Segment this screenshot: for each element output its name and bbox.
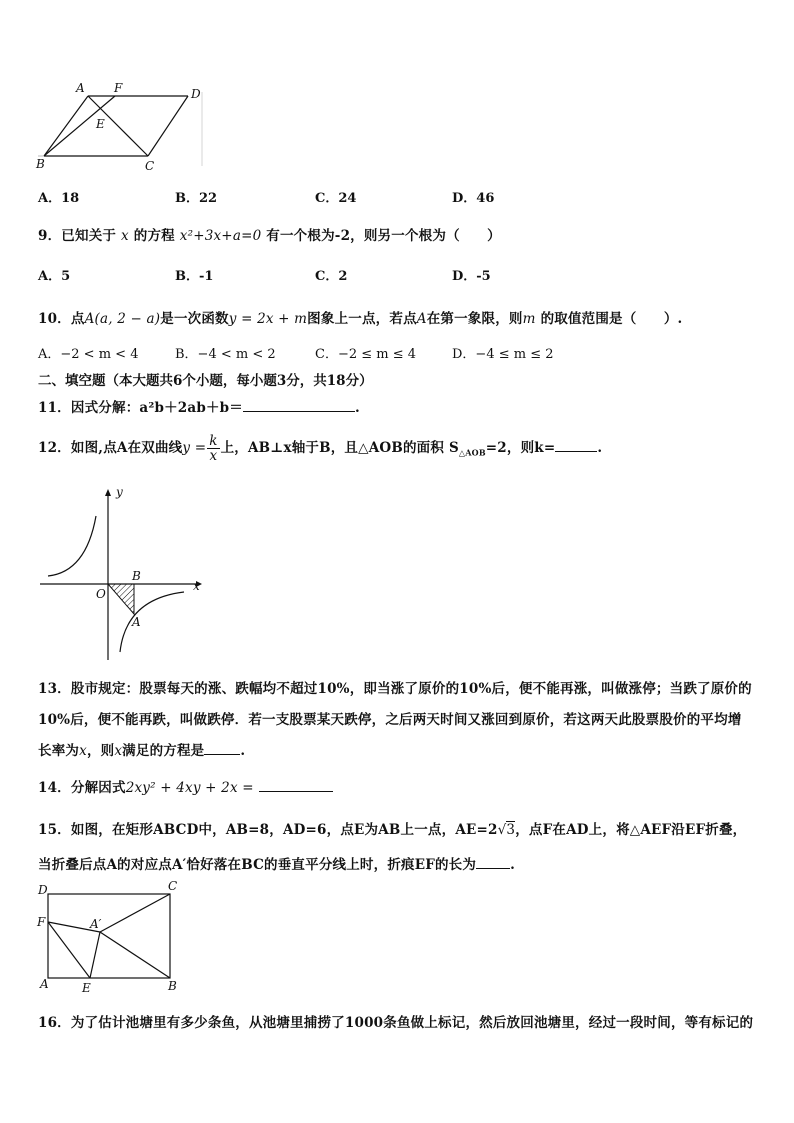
q10-point: A(a, 2 − a) bbox=[84, 311, 161, 327]
q10-option-d: D．−4 ≤ m ≤ 2 bbox=[452, 347, 554, 362]
fig15-label-d: D bbox=[38, 883, 48, 897]
q8-option-a: A．18 bbox=[38, 191, 80, 206]
question-12 bbox=[38, 434, 602, 463]
fig15-label-a: A bbox=[40, 977, 49, 991]
question-9 bbox=[38, 224, 501, 244]
q10-text-e: 的取值范围是（ ）. bbox=[540, 311, 683, 327]
q13-end: . bbox=[240, 743, 246, 759]
question-10 bbox=[38, 307, 682, 327]
q12-frac-x: x bbox=[209, 448, 218, 464]
q15-sqrt: √3 bbox=[497, 822, 516, 838]
q11-answer-blank[interactable] bbox=[243, 399, 355, 412]
question-16-line-1: 16．为了估计池塘里有多少条鱼，从池塘里捕捞了1000条鱼做上标记，然后放回池塘里，经过一段时间，等有标记的 bbox=[38, 1015, 754, 1031]
parallelogram-figure bbox=[30, 76, 215, 178]
fig8-label-B: B bbox=[36, 157, 45, 171]
question-11 bbox=[38, 396, 360, 416]
q9-number: 9． bbox=[38, 228, 62, 244]
q9-var-x: x bbox=[121, 228, 129, 244]
q10-var-m: m bbox=[522, 311, 536, 327]
q9-option-c: C．2 bbox=[315, 269, 348, 284]
q10-number: 10． bbox=[38, 311, 71, 327]
q10-var-a: A bbox=[416, 311, 427, 327]
q12-number: 12． bbox=[38, 440, 71, 456]
q15-end: . bbox=[510, 857, 515, 873]
q11-text: 因式分解：a²b＋2ab＋b＝ bbox=[70, 400, 244, 416]
question-14 bbox=[38, 776, 333, 796]
q14-expression: 2xy² + 4xy + 2x = bbox=[125, 780, 254, 796]
q11-number: 11． bbox=[38, 400, 71, 416]
fig12-label-a: A bbox=[132, 615, 141, 629]
q13-var-x-2: x bbox=[114, 743, 123, 759]
q12-text-c: =2，则k= bbox=[485, 440, 556, 456]
q12-text-a: 如图,点A在双曲线 bbox=[70, 440, 183, 456]
q10-text-c: 图象上一点，若点 bbox=[307, 311, 417, 327]
q10-option-a: A．−2 < m < 4 bbox=[38, 347, 139, 362]
q15-text-a: 15．如图，在矩形ABCD中，AB=8，AD=6，点E为AB上一点，AE=2 bbox=[38, 822, 498, 838]
q9-text-b: 的方程 bbox=[133, 228, 175, 244]
q13-text-b: ，则 bbox=[86, 743, 115, 759]
q12-y-eq: y = bbox=[182, 440, 207, 456]
q12-fraction bbox=[207, 434, 219, 463]
question-13-line-3 bbox=[38, 739, 245, 759]
question-15-line-1 bbox=[38, 818, 746, 838]
q10-text-b: 是一次函数 bbox=[160, 311, 229, 327]
fig8-label-F: F bbox=[114, 81, 123, 95]
q12-end: . bbox=[597, 440, 603, 456]
q14-answer-blank[interactable] bbox=[259, 779, 333, 792]
q10-option-c: C．−2 ≤ m ≤ 4 bbox=[315, 347, 417, 362]
q9-option-d: D．-5 bbox=[452, 269, 491, 284]
fig8-label-A: A bbox=[76, 81, 85, 95]
q8-option-b: B．22 bbox=[175, 191, 218, 206]
fig15-label-e: E bbox=[82, 981, 91, 995]
q13-var-x: x bbox=[79, 743, 87, 759]
q14-text: 分解因式 bbox=[70, 780, 126, 796]
fig8-label-D: D bbox=[191, 87, 201, 101]
q9-text-c: 有一个根为-2，则另一个根为（ ） bbox=[266, 228, 501, 244]
q15-sqrt-value: 3 bbox=[506, 822, 516, 838]
rectangle-fold-figure bbox=[34, 880, 184, 996]
q12-subscript: △AOB bbox=[458, 447, 486, 458]
fig8-label-C: C bbox=[145, 159, 155, 173]
q12-frac-k: k bbox=[209, 433, 218, 449]
fig12-label-y: y bbox=[116, 485, 123, 499]
q12-text-b: 上，AB⊥x轴于B，且△AOB的面积 S bbox=[220, 440, 459, 456]
q15-text-c: 当折叠后点A的对应点A′恰好落在BC的垂直平分线上时，折痕EF的长为 bbox=[38, 857, 477, 873]
question-13-line-1: 13．股市规定：股票每天的涨、跌幅均不超过10%，即当涨了原价的10%后，便不能再涨，叫做涨停；当跌了原价的 bbox=[38, 681, 752, 697]
q11-end: . bbox=[355, 400, 360, 416]
q8-option-d: D．46 bbox=[452, 191, 495, 206]
fig15-label-b: B bbox=[168, 979, 177, 993]
q14-number: 14． bbox=[38, 780, 71, 796]
fig12-label-o: O bbox=[96, 587, 106, 601]
q9-text-a: 已知关于 bbox=[61, 228, 117, 244]
fig8-label-E: E bbox=[96, 117, 105, 131]
question-15-line-2 bbox=[38, 853, 515, 873]
q9-equation: x²+3x+a=0 bbox=[179, 228, 262, 244]
fig15-label-a-prime: A′ bbox=[90, 917, 102, 931]
question-13-line-2: 10%后，便不能再跌，叫做跌停．若一支股票某天跌停，之后两天时间又涨回到原价，若这两天此股票股价的平均增 bbox=[38, 712, 742, 728]
fig15-label-c: C bbox=[168, 880, 178, 893]
hyperbola-figure bbox=[34, 484, 209, 664]
q13-text-c: 满足的方程是 bbox=[122, 743, 205, 759]
fig15-label-f: F bbox=[37, 915, 46, 929]
q10-text-a: 点 bbox=[70, 311, 85, 327]
q10-function: y = 2x + m bbox=[228, 311, 308, 327]
q9-option-a: A．5 bbox=[38, 269, 71, 284]
q10-option-b: B．−4 < m < 2 bbox=[175, 347, 276, 362]
q15-answer-blank[interactable] bbox=[476, 856, 510, 869]
section-2-heading: 二、填空题（本大题共6个小题，每小题3分，共18分） bbox=[38, 373, 373, 389]
q9-option-b: B．-1 bbox=[175, 269, 214, 284]
q13-text-a: 长率为 bbox=[38, 743, 80, 759]
fig12-label-x: x bbox=[193, 579, 200, 593]
q12-answer-blank[interactable] bbox=[555, 439, 597, 452]
fig12-label-b: B bbox=[132, 569, 141, 583]
q13-answer-blank[interactable] bbox=[204, 742, 240, 755]
q15-text-b: ，点F在AD上，将△AEF沿EF折叠， bbox=[515, 822, 747, 838]
q8-option-c: C．24 bbox=[315, 191, 357, 206]
q10-text-d: 在第一象限，则 bbox=[426, 311, 523, 327]
